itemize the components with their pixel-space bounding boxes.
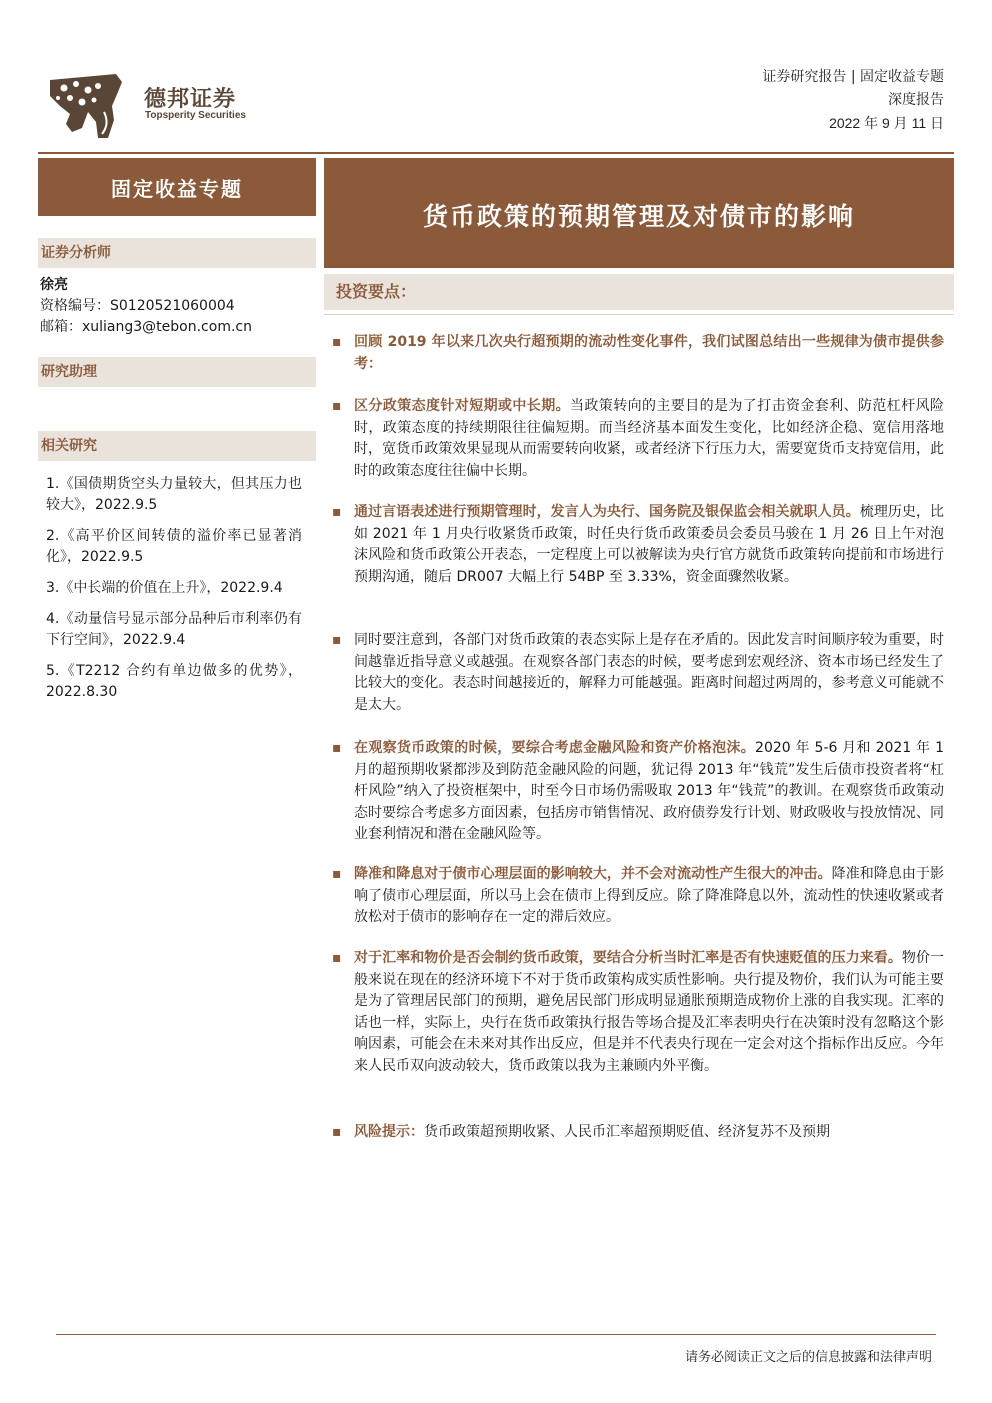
- key-point: [332, 332, 944, 375]
- key-point: [332, 630, 944, 716]
- analyst-email[interactable]: 邮箱：xuliang3@tebon.com.cn: [40, 319, 252, 335]
- key-point-text: 2020 年 5-6 月和 2021 年 1 月的超预期收紧都涉及到防范金融风险的问题，犹记得 2013 年“钱荒”发生后债市投资者将“杠杆风险”纳入了投资框架中，时至今日市场仍需吸取 2013 年“钱荒”的教训。在观察货币政策动态时要综合考虑多方面因素，包括房市销售情况、政府债券发行计划、财政吸收与投放情况、同业套利情况和潜在金融风险等。: [354, 740, 945, 842]
- related-research-list: [46, 474, 302, 713]
- key-point-text: 梳理历史，比如 2021 年 1 月央行收紧货币政策，时任央行货币政策委员会委员马骏在 1 月 26 日上午对泡沫风险和货币政策公开表态，一定程度上可以被解读为央行官方就货币政策转向提前和市场进行预期沟通，随后 DR007 大幅上行 54BP 至 3.33%，资金面骤然收紧。: [354, 504, 945, 585]
- footer-divider: [56, 1334, 936, 1335]
- key-point-highlight: 对于汇率和物价是否会制约货币政策，要结合分析当时汇率是否有快速贬值的压力来看。: [354, 950, 902, 966]
- header-divider: [38, 152, 954, 154]
- report-type: 证券研究报告 | 固定收益专题: [762, 69, 944, 85]
- footer-disclaimer[interactable]: 请务必阅读正文之后的信息披露和法律声明: [684, 1350, 932, 1365]
- key-point: [332, 502, 944, 588]
- analyst-cert: 资格编号：S0120521060004: [40, 298, 235, 314]
- bullet-icon: ▪: [332, 398, 342, 414]
- brand-name-cn: 德邦证券: [144, 87, 237, 112]
- category-banner: 固定收益专题: [38, 158, 316, 216]
- related-item[interactable]: 1.《国债期货空头力量较大，但其压力也较大》，2022.9.5: [46, 476, 302, 513]
- invest-heading: 投资要点：: [324, 274, 954, 310]
- key-point-highlight: 降准和降息对于债市心理层面的影响较大，并不会对流动性产生很大的冲击。: [354, 866, 832, 882]
- key-point: [332, 738, 944, 846]
- key-point-highlight: 回顾 2019 年以来几次央行超预期的流动性变化事件，我们试图总结出一些规律为债市提供参考：: [354, 334, 944, 372]
- bullet-icon: ▪: [332, 334, 342, 350]
- key-point-text: 同时要注意到，各部门对货币政策的表态实际上是存在矛盾的。因此发言时间顺序较为重要，时间越靠近指导意义或越强。在观察各部门表态的时候，要考虑到宏观经济、资本市场已经发生了比较大的变化。表态时间越接近的，解释力可能越强。距离时间超过两周的，参考意义可能就不是太大。: [354, 632, 944, 713]
- analyst-name: 徐亮: [40, 277, 68, 293]
- key-point-highlight: 在观察货币政策的时候，要综合考虑金融风险和资产价格泡沫。: [354, 740, 756, 756]
- related-item[interactable]: 5.《T2212 合约有单边做多的优势》，2022.8.30: [46, 663, 302, 700]
- brand-logo: [44, 72, 254, 142]
- risk-text: 货币政策超预期收紧、人民币汇率超预期贬值、经济复苏不及预期: [424, 1124, 830, 1140]
- bullet-icon: ▪: [332, 1124, 342, 1140]
- analyst-heading: 证券分析师: [38, 238, 316, 268]
- key-point: [332, 396, 944, 482]
- key-point-highlight: 区分政策态度针对短期或中长期。: [354, 398, 570, 414]
- key-point-highlight: 通过言语表述进行预期管理时，发言人为央行、国务院及银保监会相关就职人员。: [354, 504, 860, 520]
- key-point: [332, 948, 944, 1077]
- leopard-logo-icon: [44, 72, 124, 140]
- report-meta: [762, 66, 944, 135]
- key-point-text: 当政策转向的主要目的是为了打击资金套利、防范杠杆风险时，政策态度的持续期限往往偏短期。而当经济基本面发生变化，比如经济企稳、宽信用落地时，宽货币政策效果显现从而需要转向收紧，或者经济下行压力大，需要宽货币支持宽信用，此时的政策态度往往偏中长期。: [354, 398, 944, 479]
- related-item[interactable]: 3.《中长端的价值在上升》，2022.9.4: [46, 580, 283, 596]
- key-point-text: 降准和降息由于影响了债市心理层面，所以马上会在债市上得到反应。除了降准降息以外，流动性的快速收紧或者放松对于债市的影响存在一定的滞后效应。: [354, 866, 944, 925]
- bullet-icon: ▪: [332, 866, 342, 882]
- assistant-heading: 研究助理: [38, 357, 316, 387]
- section-divider: [324, 314, 954, 315]
- report-date: 2022 年 9 月 11 日: [829, 115, 944, 131]
- brand-name-en: Topsperity Securities: [145, 110, 246, 121]
- bullet-icon: ▪: [332, 504, 342, 520]
- related-item[interactable]: 2.《高平价区间转债的溢价率已显著消化》，2022.9.5: [46, 528, 302, 565]
- key-point: [332, 864, 944, 929]
- bullet-icon: ▪: [332, 950, 342, 966]
- related-heading: 相关研究: [38, 431, 316, 461]
- risk-heading: 风险提示：: [354, 1124, 424, 1140]
- key-point-text: 物价一般来说在现在的经济环境下不对于货币政策构成实质性影响。央行提及物价，我们认为可能主要是为了管理居民部门的预期，避免居民部门形成明显通胀预期造成物价上涨的自我实现。汇率的话也一样，实际上，央行在货币政策执行报告等场合提及汇率表明央行在决策时没有忽略这个影响因素，可能会在未来对其作出反应，但是并不代表央行现在一定会对这个指标作出反应。今年来人民币双向波动较大，货币政策以我为主兼顾内外平衡。: [354, 950, 945, 1074]
- risk-point: [332, 1122, 944, 1144]
- bullet-icon: ▪: [332, 740, 342, 756]
- bullet-icon: ▪: [332, 632, 342, 648]
- report-title: 货币政策的预期管理及对债市的影响: [324, 158, 954, 268]
- related-item[interactable]: 4.《动量信号显示部分品种后市利率仍有下行空间》，2022.9.4: [46, 611, 302, 648]
- report-kind: 深度报告: [888, 92, 944, 108]
